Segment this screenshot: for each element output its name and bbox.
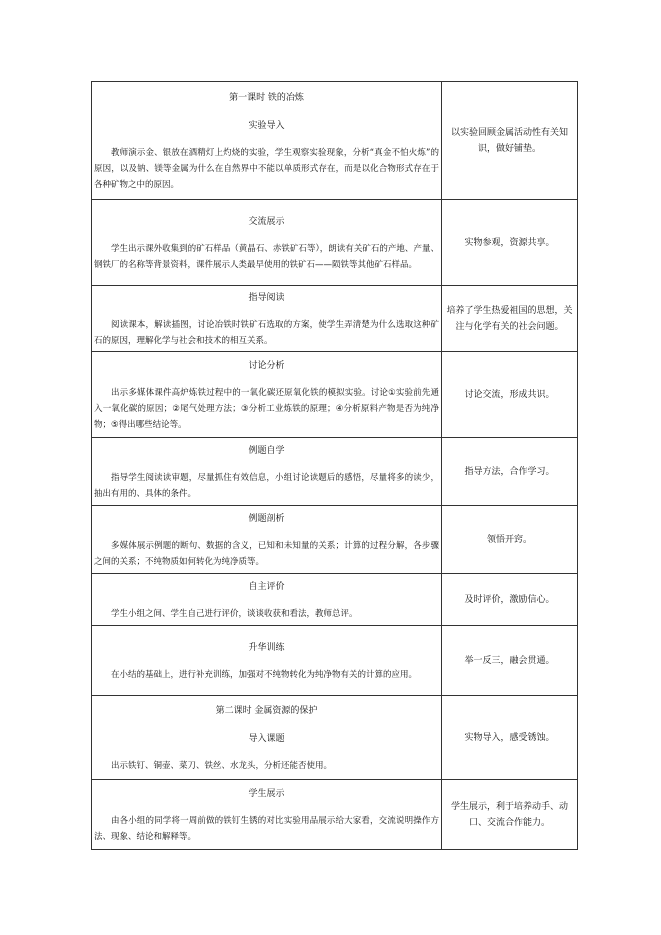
intent-cell (442, 352, 578, 438)
activity-cell (92, 352, 442, 438)
section-title: 学生展示 (248, 788, 285, 799)
intent-cell (442, 696, 578, 780)
design-intent: 及时评价，激励信心。 (464, 594, 555, 605)
table-row (92, 626, 578, 696)
intent-cell (442, 82, 578, 200)
section-subtitle: 导入课题 (248, 733, 285, 744)
intent-cell (442, 286, 578, 352)
section-title: 第二课时 金属资源的保护 (215, 705, 318, 716)
design-intent: 培养了学生热爱祖国的思想，关注与化学有关的社会问题。 (446, 305, 573, 332)
activity-cell (92, 82, 442, 200)
intent-cell (442, 438, 578, 506)
section-body: 学生小组之间、学生自己进行评价，谈谈收获和看法，教师总评。 (111, 608, 358, 619)
section-title: 交流展示 (248, 216, 285, 227)
section-title: 指导阅读 (248, 292, 285, 303)
section-title: 讨论分析 (248, 360, 285, 371)
intent-cell (442, 626, 578, 696)
section-body: 在小结的基础上，进行补充训练，加强对不纯物转化为纯净物有关的计算的应用。 (111, 669, 418, 680)
section-body: 出示铁钉、铜壶、菜刀、铁丝、水龙头，分析还能否使用。 (111, 760, 333, 771)
design-intent: 实物参观，资源共享。 (464, 237, 555, 248)
section-subtitle: 实验导入 (248, 120, 285, 131)
section-body: 教师演示金、银放在酒精灯上灼烧的实验，学生观察实验现象，分析“真金不怕火炼”的原因，以及钠、镁等金属为什么在自然界中不能以单质形式存在，而是以化合物形式存在于各种矿物之中的原因。 (94, 147, 439, 190)
lesson-plan-table (91, 81, 578, 850)
intent-cell (442, 574, 578, 626)
section-body: 指导学生阅读读审题，尽量抓住有效信息，小组讨论读题后的感悟，尽量将多的读少，抽出有用的、具体的条件。 (94, 472, 439, 499)
table-row (92, 696, 578, 780)
table-row (92, 200, 578, 286)
table-row (92, 574, 578, 626)
design-intent: 实物导入，感受锈蚀。 (464, 732, 555, 743)
activity-cell (92, 286, 442, 352)
activity-cell (92, 780, 442, 850)
design-intent: 领悟开窍。 (486, 534, 532, 545)
intent-cell (442, 200, 578, 286)
section-body: 多媒体展示例题的断句、数据的含义，已知和未知量的关系；计算的过程分解，各步骤之间的关系；不纯物质如何转化为纯净质等。 (94, 540, 439, 567)
table-row (92, 286, 578, 352)
section-body: 由各小组的同学将一周前做的铁钉生锈的对比实验用品展示给大家看，交流说明操作方法、现象、结论和解释等。 (94, 815, 439, 842)
activity-cell (92, 438, 442, 506)
design-intent: 指导方法，合作学习。 (464, 466, 555, 477)
activity-cell (92, 626, 442, 696)
table-row (92, 352, 578, 438)
section-title: 例题剖析 (248, 513, 285, 524)
design-intent: 举一反三，融会贯通。 (464, 655, 555, 666)
activity-cell (92, 506, 442, 574)
table-row (92, 438, 578, 506)
section-title: 升华训练 (248, 642, 285, 653)
design-intent: 讨论交流，形成共识。 (464, 389, 555, 400)
design-intent: 以实验回顾金属活动性有关知识，做好铺垫。 (450, 127, 568, 154)
table-row (92, 506, 578, 574)
section-title: 自主评价 (248, 581, 285, 592)
activity-cell (92, 200, 442, 286)
section-body: 学生出示课外收集到的矿石样品（黄晶石、赤铁矿石等），朗读有关矿石的产地、产量、钢铁厂的名称等背景资料，课件展示人类最早使用的铁矿石——陨铁等其他矿石样品。 (94, 243, 439, 270)
section-body: 阅读课本，解读插图，讨论冶铁时铁矿石选取的方案，使学生弄清楚为什么选取这种矿石的原因，理解化学与社会和技术的相互关系。 (94, 319, 439, 346)
activity-cell (92, 574, 442, 626)
design-intent: 学生展示，利于培养动手、动口、交流合作能力。 (450, 801, 568, 828)
table-row (92, 780, 578, 850)
table-row (92, 82, 578, 200)
section-body: 出示多媒体课件高炉炼铁过程中的一氧化碳还原氧化铁的模拟实验。讨论①实验前先通入一氧化碳的原因；②尾气处理方法；③分析工业炼铁的原理；④分析原料产物是否为纯净物；⑤得出哪些结论等。 (94, 387, 439, 430)
intent-cell (442, 506, 578, 574)
intent-cell (442, 780, 578, 850)
section-title: 例题自学 (248, 445, 285, 456)
section-title: 第一课时 铁的冶炼 (229, 92, 304, 103)
activity-cell (92, 696, 442, 780)
